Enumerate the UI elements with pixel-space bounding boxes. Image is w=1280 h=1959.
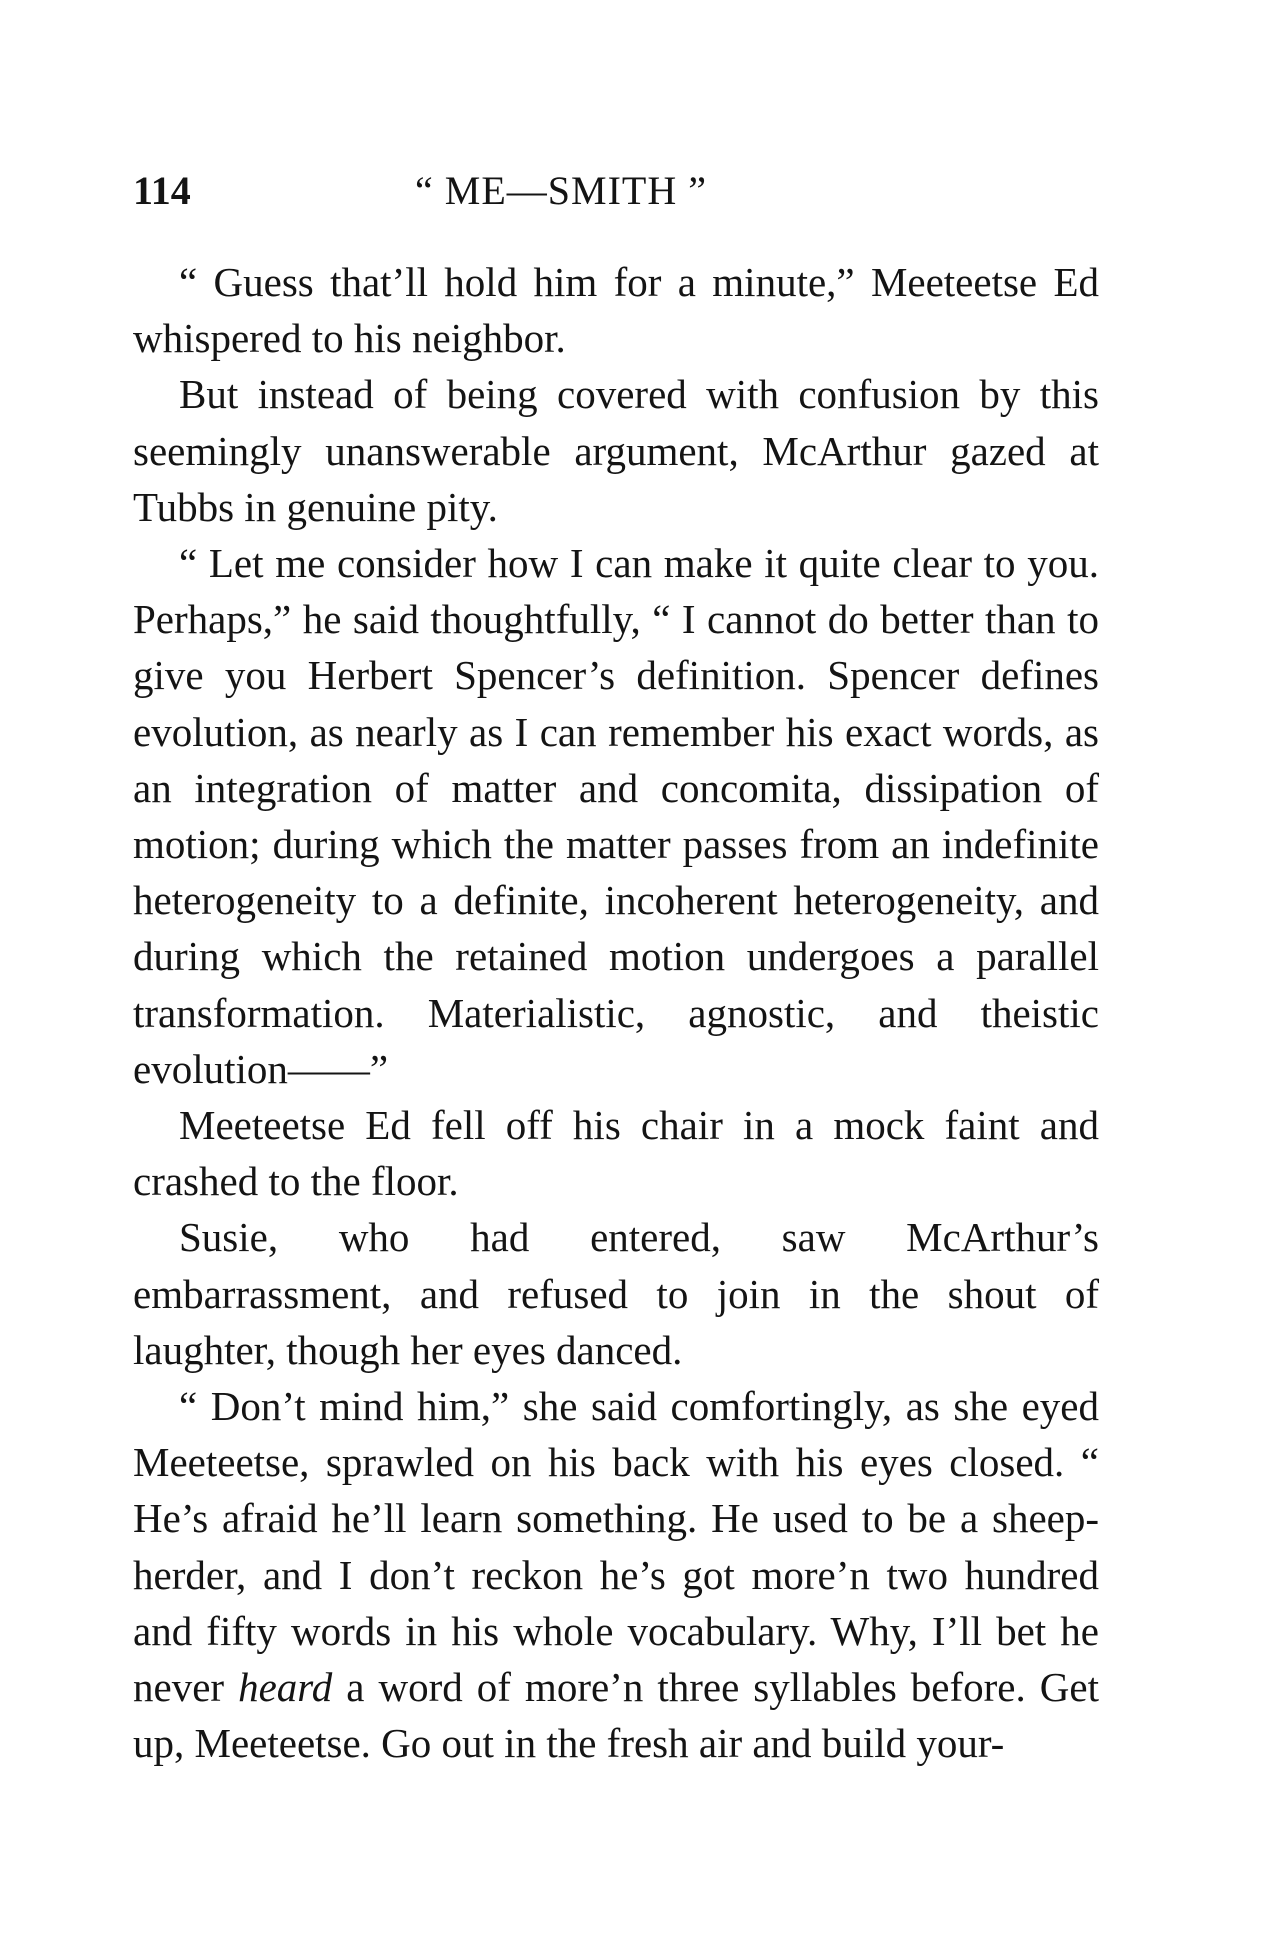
page-number: 114 [133,168,191,213]
paragraph-6-text-a: “ Don’t mind him,” she said comfortingly, as she eyed Meeteetse, sprawled on his back with his eyes closed. “ He’s afraid he’ll learn something. He used to be a sheep-herder, and I don’t reckon he’s got more’n two hundred and fifty words in his whole vocabulary. Why, I’ll bet he never [133,1383,1099,1711]
paragraph-4: Meeteetse Ed fell off his chair in a mock faint and crashed to the floor. [133,1102,1099,1205]
paragraph-1: “ Guess that’ll hold him for a minute,” Meeteetse Ed whispered to his neighbor. [133,259,1099,362]
paragraph-5: Susie, who had entered, saw McArthur’s embarrassment, and refused to join in the shout of laughter, though her eyes danced. [133,1214,1099,1373]
emphasized-word: heard [238,1664,333,1711]
paragraph-6-text-b: a word of more’n three syllables before. Get up, Meeteetse. Go out in the fresh air and build your- [133,1664,1099,1767]
paragraph-6 [133,1378,1099,1771]
running-head [133,163,1093,219]
running-title: “ ME—SMITH ” [415,168,707,213]
body-text [133,254,1099,1771]
paragraph-2: But instead of being covered with confusion by this seemingly unanswerable argument, McArthur gazed at Tubbs in genuine pity. [133,371,1099,530]
paragraph-3: “ Let me consider how I can make it quite clear to you. Perhaps,” he said thoughtfully, “ I cannot do better than to give you Herbert Spencer’s definition. Spencer defines evolution, as nearly as I can remember his exact words, as an integration of matter and concomita, dissipation of motion; during which the matter passes from an indefinite heterogeneity to a definite, incoherent heterogeneity, and during which the retained motion undergoes a parallel transformation. Materialistic, agnostic, and theistic evolution——” [133,540,1099,1092]
